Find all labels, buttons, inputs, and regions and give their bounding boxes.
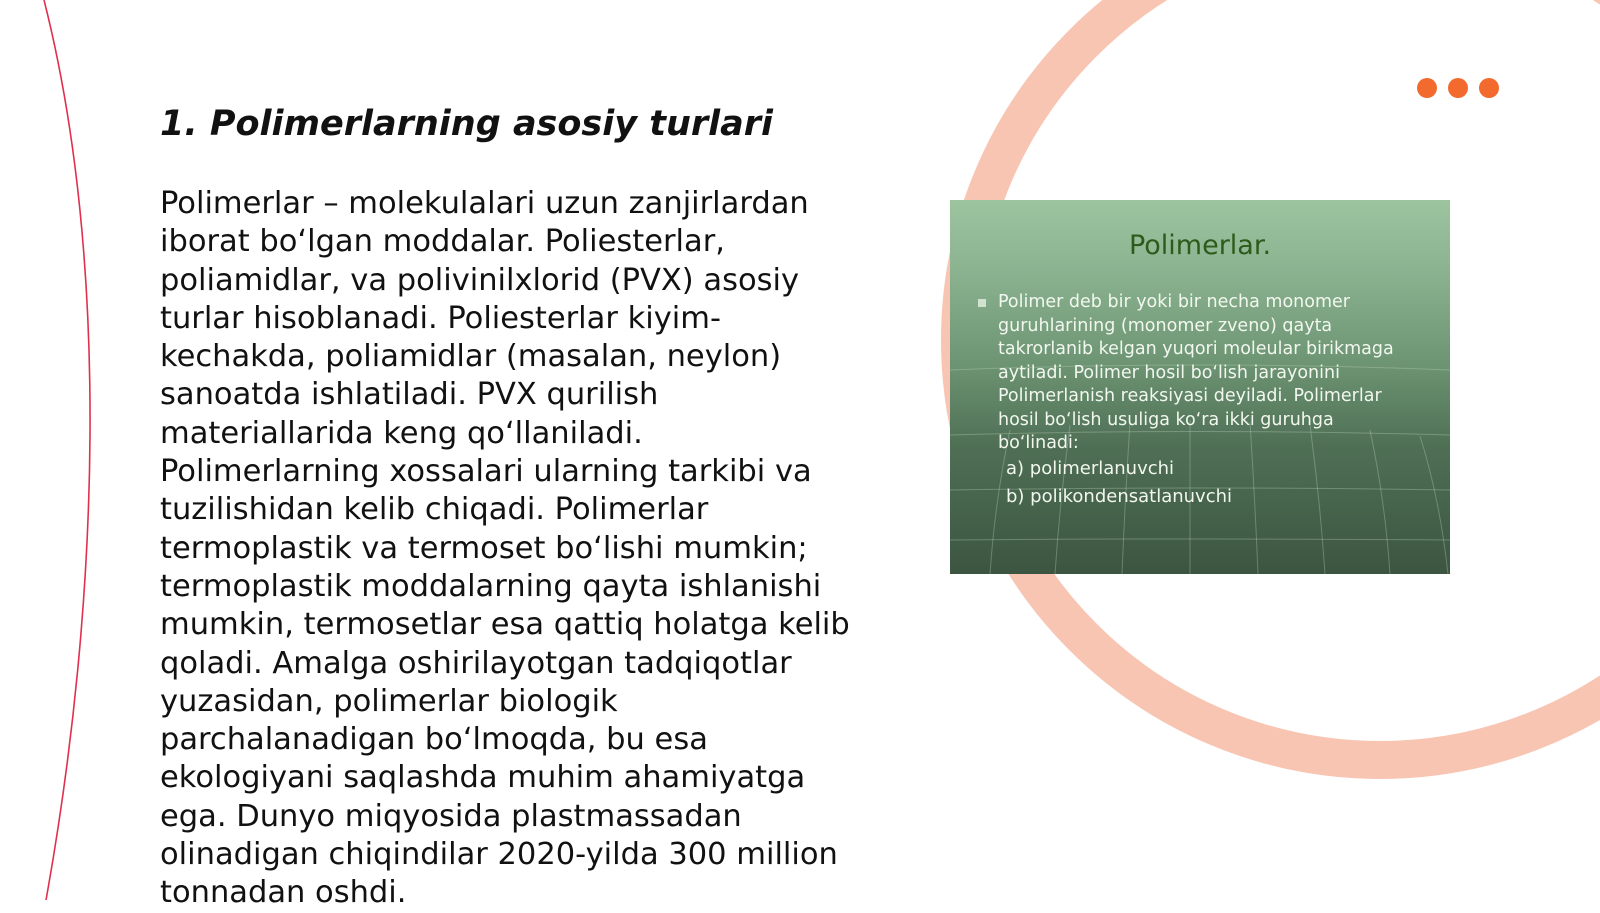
dot [1448,78,1468,98]
embedded-slide-title: Polimerlar. [1128,230,1272,261]
slide-title: 1. Polimerlarning asosiy turlari [160,104,774,144]
embedded-bullet-text: Polimer deb bir yoki bir necha monomer guruhlarining (monomer zveno) qayta takrorlanib kelgan yuqori moleular birikmaga aytiladi. Polimer hosil bo‘lish jarayonini Polimerlanish reaksiyasi deyiladi. Polimerlar hosil bo‘lish usuliga ko‘ra ikki guruhga bo‘linadi: [998,292,1394,453]
embedded-bullet [978,291,1418,456]
slide-body-text: Polimerlar – molekulalari uzun zanjirlardan iborat bo‘lgan moddalar. Poliesterlar, poliamidlar, va polivinilxlorid (PVX) asosiy turlar hisoblanadi. Poliesterlar kiyim-kechakda, poliamidlar (masalan, neylon) sanoatda ishlatiladi. PVX qurilish materiallarida keng qo‘llaniladi. Polimerlarning xossalari ularning tarkibi va tuzilishidan kelib chiqadi. Polimerlar termoplastik va termoset bo‘lishi mumkin; termoplastik moddalarning qayta ishlanishi mumkin, termosetlar esa qattiq holatga kelib qoladi. Amalga oshirilayotgan tadqiqotlar yuzasidan, polimerlar biologik parchalanadigan bo‘lmoqda, bu esa ekologiyani saqlashda muhim ahamiyatga ega. Dunyo miqyosida plastmassadan olinadigan chiqindilar 2020-yilda 300 million tonnadan oshdi. [160,186,850,911]
dot [1479,78,1499,98]
embedded-list-item: b) polikondensatlanuvchi [1006,486,1232,507]
bullet-square-icon [978,299,986,307]
dot [1417,78,1437,98]
embedded-list-item: a) polimerlanuvchi [1006,458,1175,479]
embedded-slide-image [950,200,1450,574]
left-red-curve [44,0,90,900]
more-dots-icon [1417,78,1499,98]
